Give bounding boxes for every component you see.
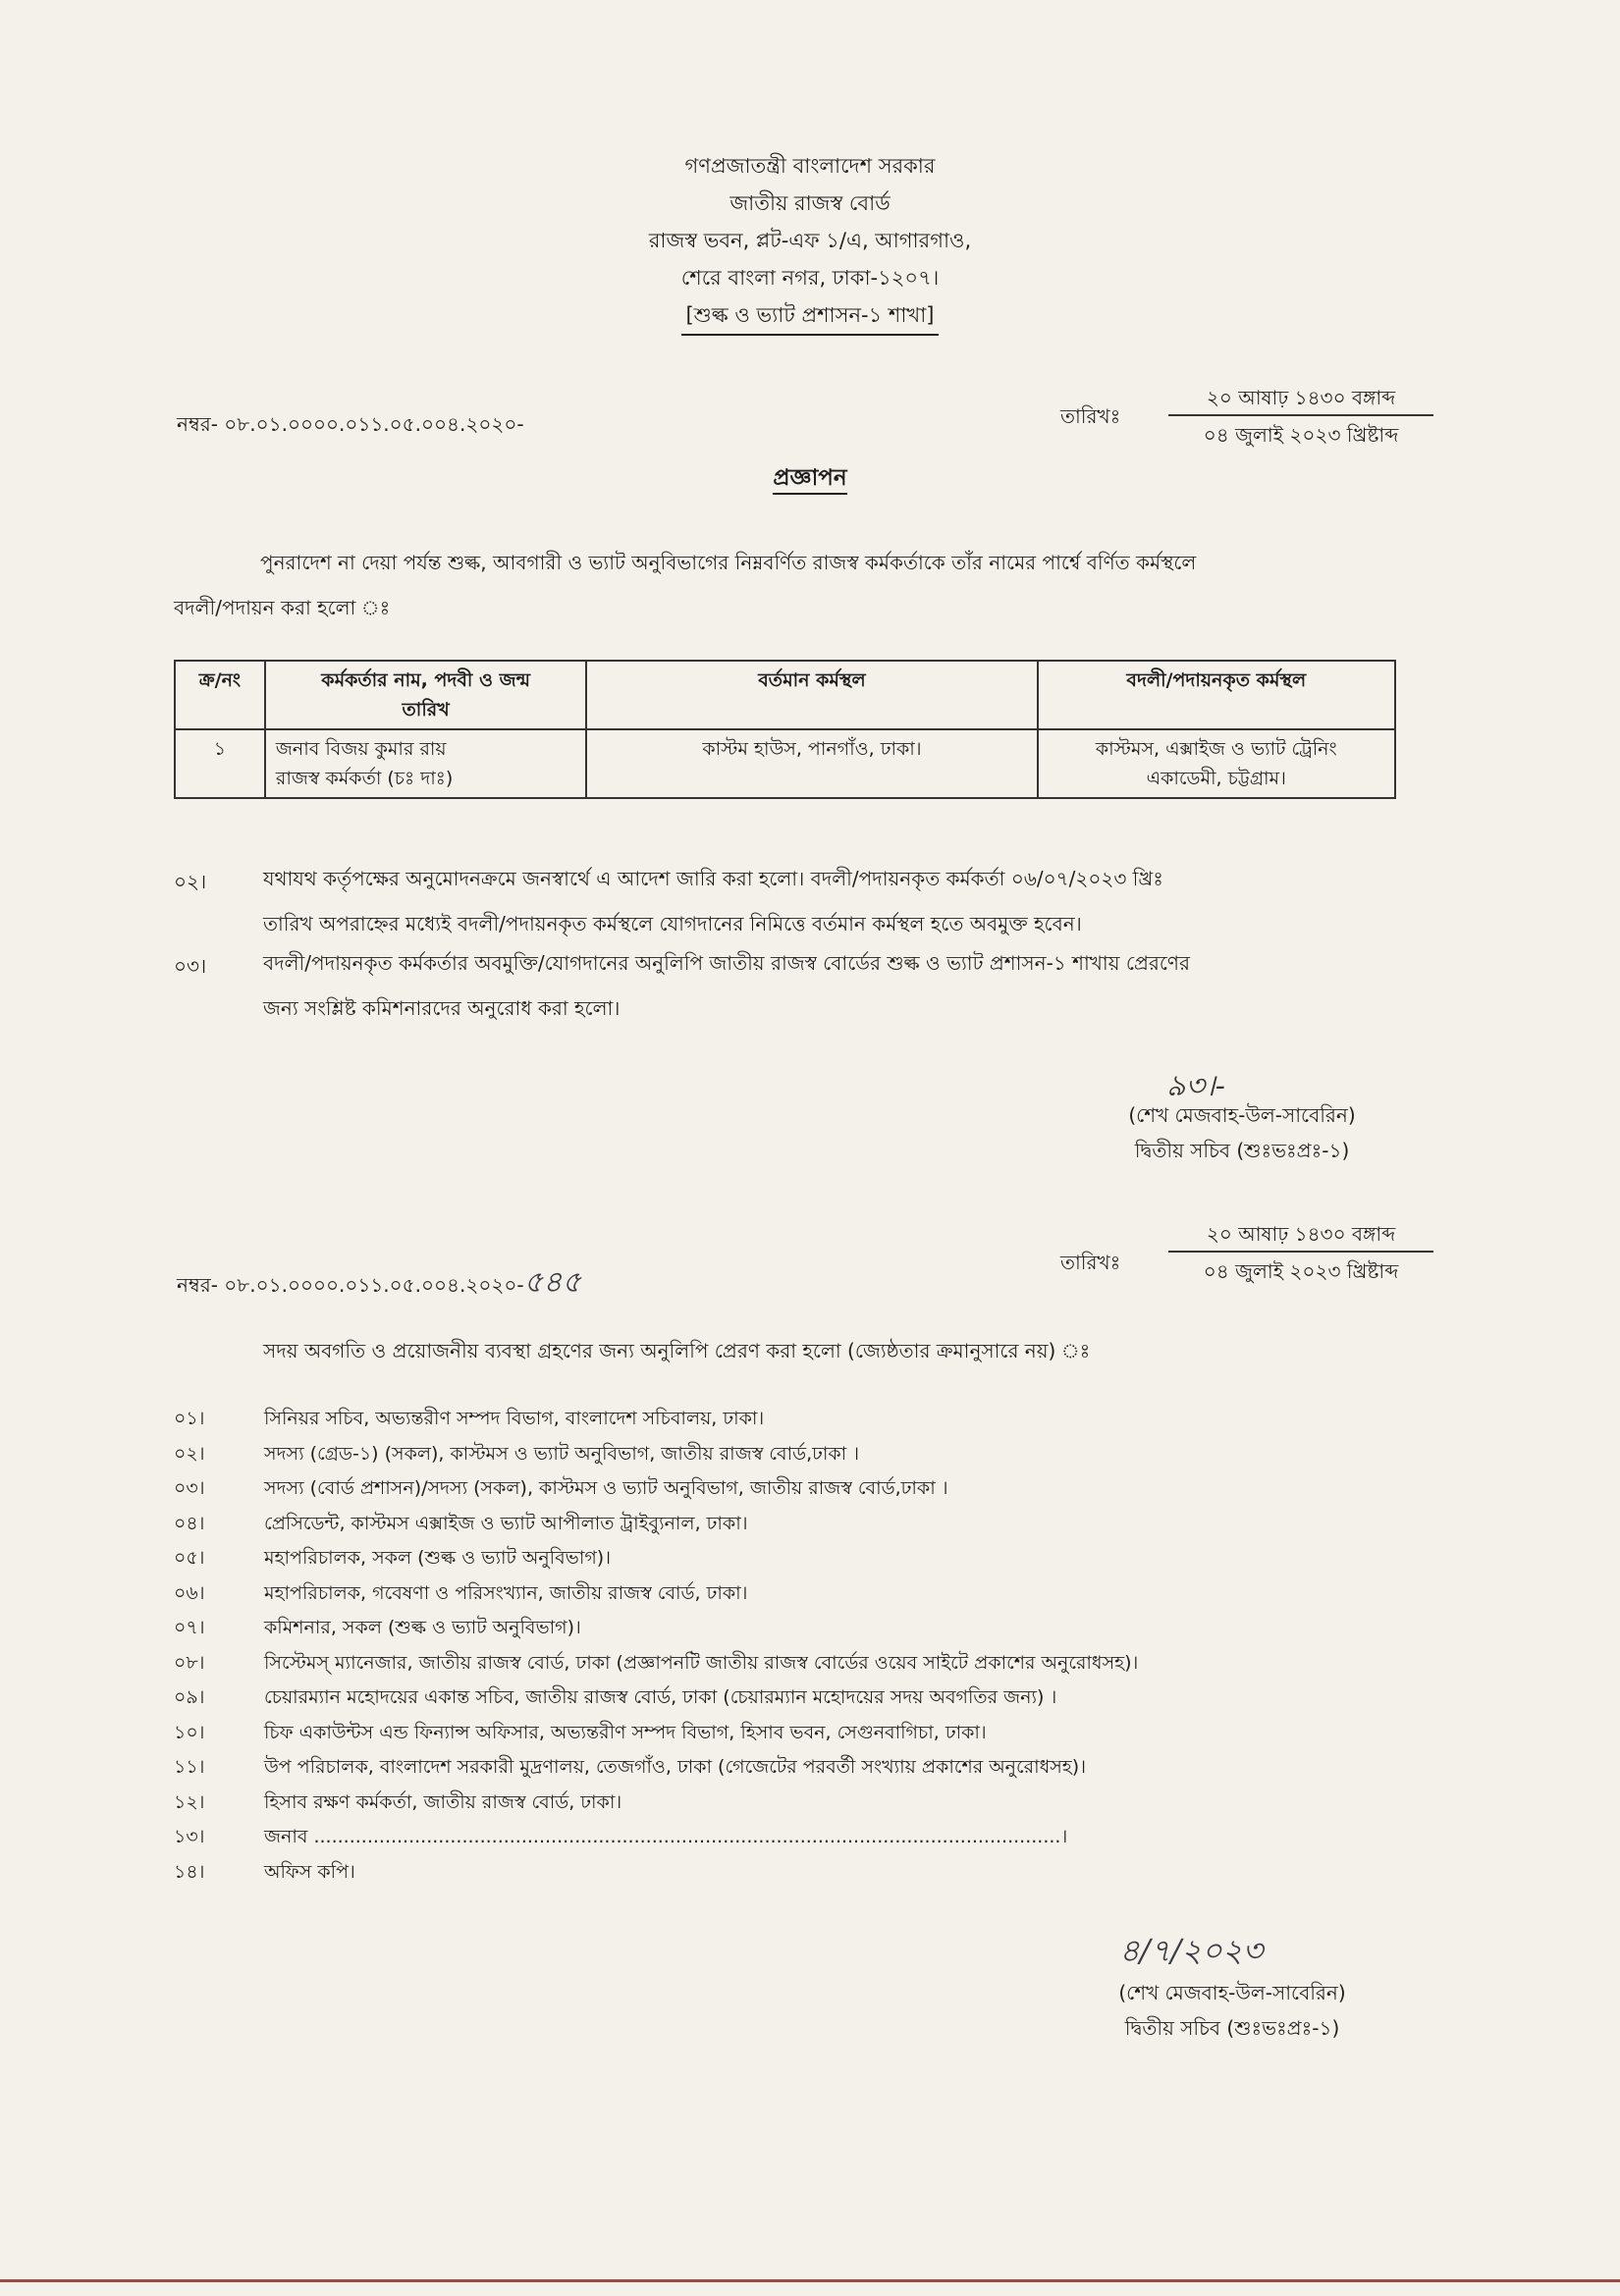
officer-designation: রাজস্ব কর্মকর্তা (চঃ দাঃ): [275, 768, 454, 789]
branch-name: [শুল্ক ও ভ্যাট প্রশাসন-১ শাখা]: [681, 296, 938, 336]
list-item-text: সিনিয়র সচিব, অভ্যন্তরীণ সম্পদ বিভাগ, বাংলাদেশ সচিবালয়, ঢাকা।: [264, 1408, 765, 1429]
date-english-2: ০৪ জুলাই ২০২৩ খ্রিষ্টাব্দ: [1203, 1259, 1399, 1283]
page-bottom-edge: [0, 2279, 1620, 2282]
list-item: [174, 1820, 1067, 1853]
list-item: [174, 1402, 764, 1435]
memo-number-2: নম্বর- ০৮.০১.০০০০.০১১.০৫.০০৪.২০২০-৫৪৫: [177, 1265, 581, 1300]
list-item: [174, 1576, 747, 1610]
list-item-number: ১২।: [174, 1791, 205, 1813]
para-3-number: ০৩।: [174, 954, 207, 978]
cell-transferred-post: কাস্টমস, এক্সাইজ ও ভ্যাট ট্রেনিং একাডেমী, চট্টগ্রাম।: [1038, 729, 1395, 798]
list-item-text: উপ পরিচালক, বাংলাদেশ সরকারী মুদ্রণালয়, তেজগাঁও, ঢাকা (গেজেটের পরবর্তী সংখ্যায় প্রকাশের অনুরোধসহ)।: [264, 1756, 1086, 1778]
list-item: [174, 1541, 611, 1575]
list-item-number: ০৭।: [174, 1617, 205, 1638]
list-item: [174, 1471, 948, 1505]
list-item-text: চিফ একাউন্টস এন্ড ফিন্যান্স অফিসার, অভ্যন্তরীণ সম্পদ বিভাগ, হিসাব ভবন, সেগুনবাগিচা, ঢাকা।: [264, 1722, 987, 1743]
list-item-number: ১১।: [174, 1756, 205, 1778]
board-name: জাতীয় রাজস্ব বোর্ড: [729, 191, 891, 215]
list-item-number: ১৩।: [174, 1826, 205, 1847]
handwritten-memo-number: ৫৪৫: [523, 1265, 581, 1300]
letterhead: [0, 147, 1620, 336]
signature-block-2: [1070, 1975, 1394, 2046]
signatory-title: দ্বিতীয় সচিব (শুঃভঃপ্রঃ-১): [1134, 1139, 1350, 1162]
date-bangla: ২০ আষাঢ় ১৪৩০ বঙ্গাব্দ: [1168, 381, 1433, 416]
list-item: [174, 1716, 987, 1749]
intro-line-1: পুনরাদেশ না দেয়া পর্যন্ত শুল্ক, আবগারী ও ভ্যাট অনুবিভাগের নিম্নবর্ণিত রাজস্ব কর্মকর্তাকে তাঁর নামের পার্শ্বে বর্ণিত কর্মস্থলে: [260, 551, 1197, 574]
list-item-number: ০৫।: [174, 1547, 205, 1569]
list-item-number: ০২।: [174, 1443, 205, 1465]
list-item-number: ০৪।: [174, 1513, 205, 1534]
list-item: [174, 1855, 355, 1889]
list-item-text: চেয়ারম্যান মহোদয়ের একান্ত সচিব, জাতীয় রাজস্ব বোর্ড, ঢাকা (চেয়ারম্যান মহোদয়ের সদয় অবগতির জন্য) ।: [264, 1686, 1057, 1708]
list-item-number: ০৩।: [174, 1477, 205, 1499]
list-item-text: কমিশনার, সকল (শুল্ক ও ভ্যাট অনুবিভাগ)।: [264, 1617, 581, 1638]
date-block: [1168, 381, 1433, 450]
list-item-number: ০৬।: [174, 1582, 205, 1604]
list-item-text: মহাপরিচালক, সকল (শুল্ক ও ভ্যাট অনুবিভাগ)।: [264, 1547, 612, 1569]
list-item: [174, 1681, 1056, 1714]
table-header-row: [175, 661, 1395, 729]
government-name: গণপ্রজাতন্ত্রী বাংলাদেশ সরকার: [684, 154, 936, 178]
para-2-number: ০২।: [174, 870, 207, 893]
date-block-2: [1168, 1217, 1433, 1286]
list-item-text: সদস্য (বোর্ড প্রশাসন)/সদস্য (সকল), কাস্টমস ও ভ্যাট অনুবিভাগ, জাতীয় রাজস্ব বোর্ড,ঢাকা ।: [264, 1477, 948, 1499]
para-3: বদলী/পদায়নকৃত কর্মকর্তার অবমুক্তি/যোগদানের অনুলিপি জাতীয় রাজস্ব বোর্ডের শুল্ক ও ভ্যাট প্রশাসন-১ শাখায় প্রেরণের জন্য সংশ্লিষ্ট কমিশনারদের অনুরোধ করা হলো।: [263, 951, 1191, 1020]
list-item-text: অফিস কপি।: [264, 1861, 355, 1883]
list-item-number: ০১।: [174, 1408, 205, 1429]
list-item: [174, 1750, 1086, 1784]
table-row: [175, 729, 1395, 798]
list-item-text: সিস্টেমস্ ম্যানেজার, জাতীয় রাজস্ব বোর্ড, ঢাকা (প্রজ্ঞাপনটি জাতীয় রাজস্ব বোর্ডের ওয়েব সাইটে প্রকাশের অনুরোধসহ)।: [264, 1652, 1139, 1674]
list-item: [174, 1437, 859, 1470]
officer-name: জনাব বিজয় কুমার রায়: [275, 738, 447, 760]
list-item-text: মহাপরিচালক, গবেষণা ও পরিসংখ্যান, জাতীয় রাজস্ব বোর্ড, ঢাকা।: [264, 1582, 748, 1604]
header-serial: ক্র/নং: [175, 661, 265, 729]
signatory-title-2: দ্বিতীয় সচিব (শুঃভঃপ্রঃ-১): [1124, 2016, 1340, 2040]
cell-current-post: কাস্টম হাউস, পানগাঁও, ঢাকা।: [586, 729, 1037, 798]
header-officer: কর্মকর্তার নাম, পদবী ও জন্ম তারিখ: [265, 661, 586, 729]
list-item-number: ১০।: [174, 1722, 205, 1743]
signature-mark: ৯৩।-: [1166, 1069, 1225, 1103]
address-line-1: রাজস্ব ভবন, প্লট-এফ ১/এ, আগারগাও,: [648, 229, 972, 252]
signature-block-1: [1090, 1097, 1394, 1168]
list-item-text: জনাব ..............................................................................................................................।: [264, 1826, 1068, 1847]
header-transferred-post: বদলী/পদায়নকৃত কর্মস্থল: [1038, 661, 1395, 729]
cc-intro: সদয় অবগতি ও প্রয়োজনীয় ব্যবস্থা গ্রহণের জন্য অনুলিপি প্রেরণ করা হলো (জ্যেষ্ঠতার ক্রমানুসারে নয়) ঃ: [263, 1339, 1091, 1362]
list-item-text: প্রেসিডেন্ট, কাস্টমস এক্সাইজ ও ভ্যাট আপীলাত ট্রাইব্যুনাল, ঢাকা।: [264, 1513, 748, 1534]
list-item-number: ০৮।: [174, 1652, 205, 1674]
list-item-text: হিসাব রক্ষণ কর্মকর্তা, জাতীয় রাজস্ব বোর্ড, ঢাকা।: [264, 1791, 622, 1813]
memo-number: নম্বর- ০৮.০১.০০০০.০১১.০৫.০০৪.২০২০-: [177, 412, 524, 436]
list-item: [174, 1507, 748, 1540]
signatory-name: (শেখ মেজবাহ-উল-সাবেরিন): [1128, 1103, 1356, 1127]
list-item-text: সদস্য (গ্রেড-১) (সকল), কাস্টমস ও ভ্যাট অনুবিভাগ, জাতীয় রাজস্ব বোর্ড,ঢাকা ।: [264, 1443, 860, 1465]
signatory-name-2: (শেখ মেজবাহ-উল-সাবেরিন): [1118, 1981, 1346, 2004]
date-bangla-2: ২০ আষাঢ় ১৪৩০ বঙ্গাব্দ: [1168, 1217, 1433, 1253]
address-line-2: শেরে বাংলা নগর, ঢাকা-১২০৭।: [680, 266, 940, 290]
document-title: প্রজ্ঞাপন: [0, 459, 1620, 498]
date-label: তারিখঃ: [1060, 404, 1121, 428]
cell-serial: ১: [175, 729, 265, 798]
date-label-2: তারিখঃ: [1060, 1251, 1121, 1274]
para-2: যথাযথ কর্তৃপক্ষের অনুমোদনক্রমে জনস্বার্থে এ আদেশ জারি করা হলো। বদলী/পদায়নকৃত কর্মকর্তা ০৬/০৭/২০২৩ খ্রিঃ তারিখ অপরাহ্নের মধ্যেই বদলী/পদায়নকৃত কর্মস্থলে যোগদানের নিমিত্তে বর্তমান কর্মস্থল হতে অবমুক্ত হবেন।: [263, 867, 1163, 935]
cell-officer: [265, 729, 586, 798]
list-item-number: ১৪।: [174, 1861, 205, 1883]
intro-line-2: বদলী/পদায়ন করা হলো ঃ: [174, 596, 391, 619]
list-item: [174, 1646, 1138, 1680]
list-item: [174, 1611, 581, 1644]
header-current-post: বর্তমান কর্মস্থল: [586, 661, 1037, 729]
list-item-number: ০৯।: [174, 1686, 205, 1708]
signature-mark-2: ৪/৭/২০২৩: [1119, 1932, 1264, 1969]
date-english: ০৪ জুলাই ২০২৩ খ্রিষ্টাব্দ: [1203, 423, 1399, 447]
transfer-table: [174, 660, 1396, 799]
list-item: [174, 1786, 621, 1819]
intro-paragraph: [174, 540, 1450, 630]
